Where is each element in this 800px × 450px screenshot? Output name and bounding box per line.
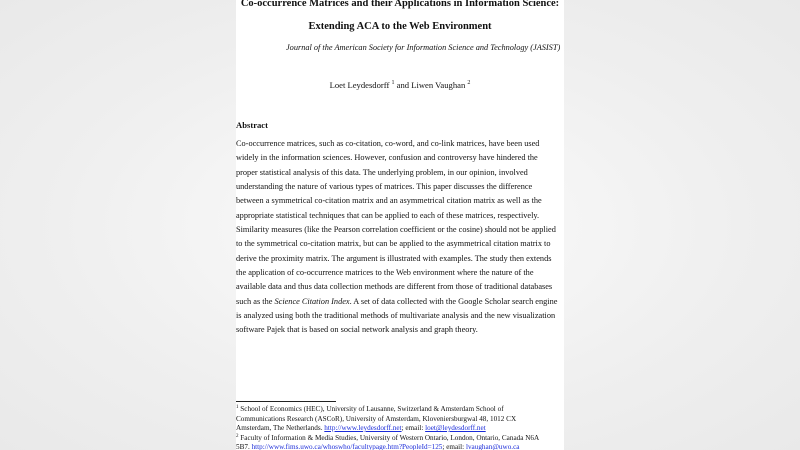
abstract-line: available data and thus data collection methods are different from those of traditional databases — [236, 282, 553, 292]
footnote-1-line — [236, 424, 564, 434]
footnote-1-line: Communications Research (ASCoR), University of Amsterdam, Kloveniersburgwal 48, 1012 CX — [236, 414, 517, 423]
footnote-text: ; email: — [401, 424, 426, 432]
footnote-1-mark: 1 — [236, 405, 239, 410]
footnote-text: ; email: — [442, 443, 466, 450]
vaughan-faculty-page-link[interactable]: http://www.fims.uwo.ca/whoswho/facultypage.htm?PeopleId=125 — [251, 443, 443, 450]
author-2-footnote-mark: 2 — [467, 80, 471, 86]
abstract-line — [236, 295, 564, 309]
abstract-line: to the symmetrical co-citation matrix, but can be applied to the asymmetrical citation matrix to — [236, 239, 551, 249]
footnote-2-line — [236, 443, 564, 450]
abstract-line: appropriate statistical techniques that can be applied to each of these matrices, respectively. — [236, 210, 540, 220]
author-line — [236, 80, 564, 90]
paper-title-line-1: Co-occurrence Matrices and their Applications in Information Science: — [240, 0, 560, 9]
abstract-line: proper statistical analysis of this data. The underlying problem, in our opinion, involved — [236, 167, 528, 177]
abstract-line: Co-occurrence matrices, such as co-citation, co-word, and co-link matrices, have been used — [236, 139, 540, 148]
author-1-footnote-mark: 1 — [391, 80, 395, 86]
abstract-line: between a symmetrical co-citation matrix and an asymmetrical citation matrix as well as the — [236, 196, 542, 206]
abstract-italic-title: Science Citation Index — [274, 296, 350, 306]
footnotes — [236, 405, 564, 450]
footnote-2-mark: 2 — [236, 433, 239, 439]
abstract-text: . A set of data collected with the Google Scholar search engine — [349, 296, 558, 306]
author-1: Loet Leydesdorff — [329, 80, 390, 90]
footnote-text: 5B7. — [236, 443, 252, 450]
footnote-text: School of Economics (HEC), University of Lausanne, Switzerland & Amsterdam School of — [238, 405, 504, 413]
journal-name: Journal of the American Society for Information Science and Technology (JASIST) — [286, 43, 561, 52]
footnote-text: Amsterdam, The Netherlands. — [236, 424, 325, 432]
abstract-line: derive the proximity matrix. The argument is illustrated with examples. The study then extends — [236, 253, 552, 263]
author-2: Liwen Vaughan — [411, 80, 466, 90]
author-conjunction: and — [396, 80, 410, 90]
leydesdorff-website-link[interactable]: http://www.leydesdorff.net — [324, 424, 402, 432]
abstract-line: is analyzed using both the traditional methods of multivariate analysis and the new visualization — [236, 311, 556, 321]
footnote-text: Faculty of Information & Media Studies, University of Western Ontario, London, Ontario, Canada N6A — [238, 433, 540, 442]
abstract-line: understanding the nature of various types of matrices. This paper discusses the difference — [236, 182, 533, 192]
footnote-1-line — [236, 405, 564, 415]
leydesdorff-email-link[interactable]: loet@leydesdorff.net — [425, 424, 486, 432]
abstract-text: such as the — [236, 296, 275, 306]
abstract-line: the application of co-occurrence matrices to the Web environment where the nature of the — [236, 268, 534, 278]
document-page — [236, 0, 564, 450]
paper-title-line-2: Extending ACA to the Web Environment — [308, 21, 492, 32]
abstract-line: software Pajek that is based on social network analysis and graph theory. — [236, 325, 478, 335]
abstract-line: widely in the information sciences. However, confusion and controversy have hindered the — [236, 153, 538, 163]
abstract-body — [236, 137, 564, 338]
abstract-line: Similarity measures (like the Pearson correlation coefficient or the cosine) should not be applied — [236, 225, 556, 235]
footnote-2-line — [236, 434, 564, 444]
abstract-heading: Abstract — [236, 120, 268, 130]
footnote-separator — [236, 401, 336, 402]
vaughan-email-link[interactable]: lvaughan@uwo.ca — [465, 443, 520, 450]
